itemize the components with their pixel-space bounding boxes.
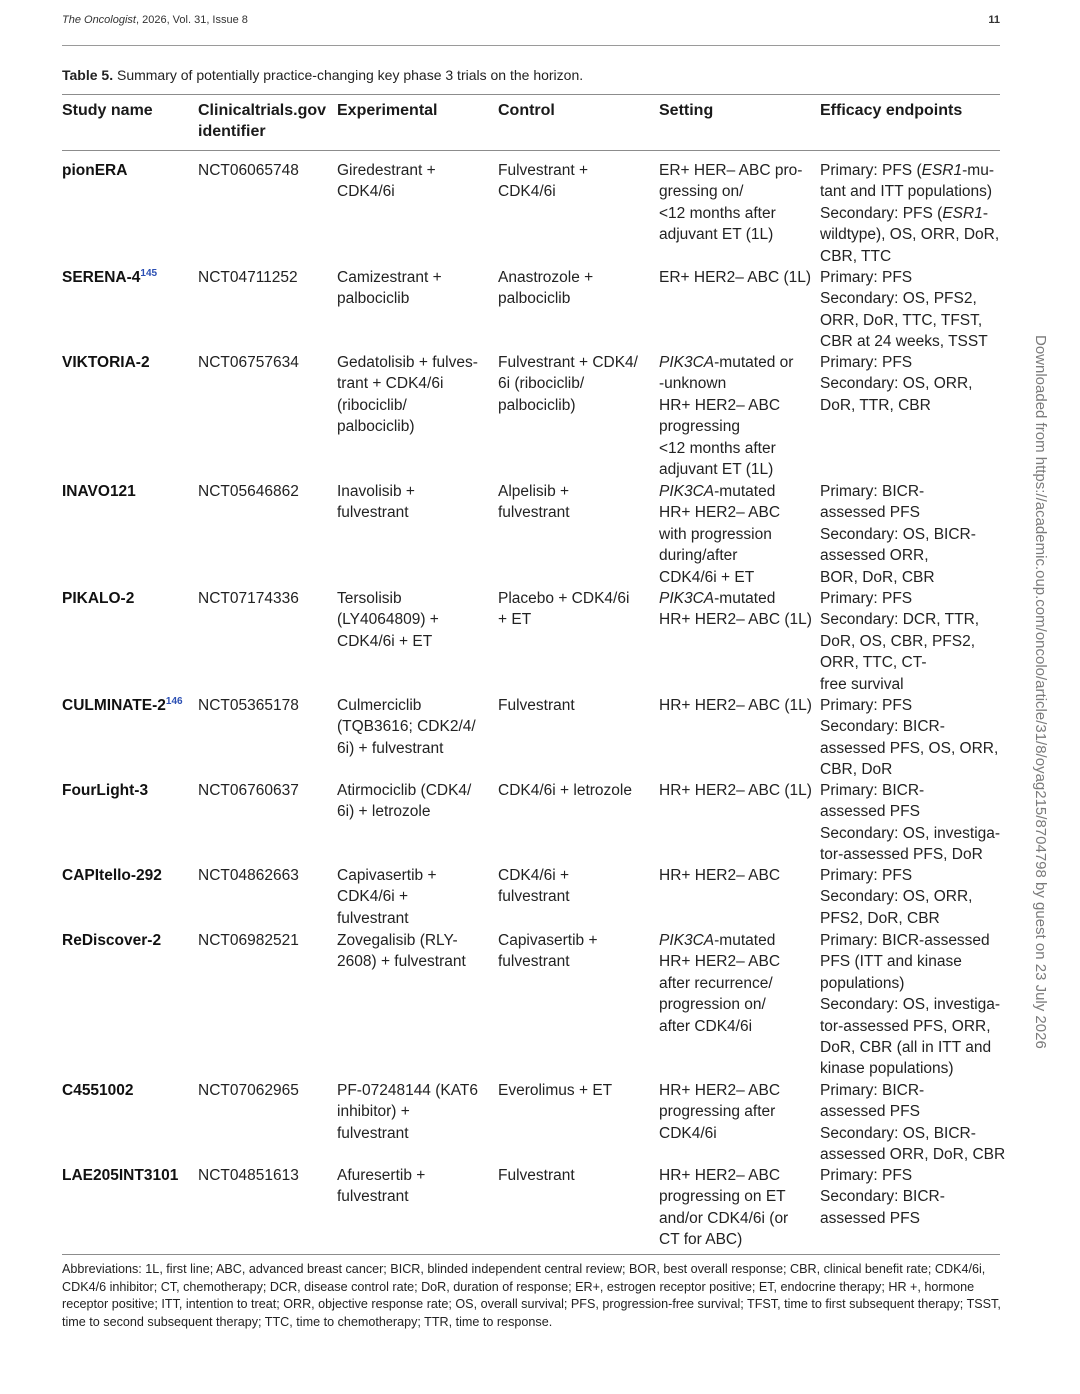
efficacy-line: Primary: PFS (ESR1-mu- bbox=[820, 162, 994, 179]
control-arm bbox=[498, 695, 575, 716]
setting-line: -unknown bbox=[659, 375, 727, 393]
trial-identifier: NCT04711252 bbox=[198, 269, 298, 286]
efficacy-endpoints bbox=[820, 352, 972, 416]
study-name bbox=[62, 695, 183, 716]
trial-identifier: NCT07062965 bbox=[198, 1082, 299, 1099]
experimental-line: Capivasertib + bbox=[337, 867, 437, 884]
control-line: Placebo + CDK4/6i bbox=[498, 590, 630, 607]
study-name-text: INAVO121 bbox=[62, 483, 136, 500]
experimental-line: CDK4/6i bbox=[337, 183, 395, 201]
efficacy-line: kinase populations) bbox=[820, 1060, 954, 1078]
experimental-line: Camizestrant + bbox=[337, 269, 442, 286]
experimental-line: trant + CDK4/6i bbox=[337, 375, 444, 393]
control-arm bbox=[498, 865, 570, 908]
trial-identifier: NCT06065748 bbox=[198, 162, 299, 179]
table-caption bbox=[62, 67, 1000, 83]
control-line: Capivasertib + bbox=[498, 932, 598, 949]
efficacy-line: assessed ORR, DoR, CBR bbox=[820, 1146, 1006, 1164]
efficacy-line: Secondary: OS, PFS2, bbox=[820, 290, 977, 308]
efficacy-endpoints bbox=[820, 780, 1000, 866]
experimental-line: (LY4064809) + bbox=[337, 611, 439, 629]
setting-line: progressing on ET bbox=[659, 1188, 786, 1206]
efficacy-line: Secondary: OS, BICR- bbox=[820, 525, 976, 543]
control-line: fulvestrant bbox=[498, 888, 570, 906]
table-label: Table 5. bbox=[62, 67, 114, 83]
efficacy-endpoints bbox=[820, 588, 979, 695]
efficacy-endpoints bbox=[820, 695, 998, 781]
control-arm bbox=[498, 780, 632, 801]
experimental-line: fulvestrant bbox=[337, 1124, 409, 1142]
trial-identifier: NCT06760637 bbox=[198, 782, 299, 799]
efficacy-line: populations) bbox=[820, 974, 905, 992]
setting-line: and/or CDK4/6i (or bbox=[659, 1209, 789, 1227]
efficacy-line: CBR, DoR bbox=[820, 761, 893, 779]
header-control: Control bbox=[498, 102, 555, 119]
efficacy-line: wildtype), OS, ORR, DoR, bbox=[820, 226, 1000, 244]
setting-line: after CDK4/6i bbox=[659, 1017, 753, 1035]
efficacy-line: Primary: BICR- bbox=[820, 483, 925, 500]
trial-setting bbox=[659, 865, 780, 886]
control-line: palbociclib) bbox=[498, 396, 576, 414]
experimental-line: fulvestrant bbox=[337, 1188, 409, 1206]
efficacy-line: Primary: PFS bbox=[820, 269, 913, 286]
efficacy-endpoints bbox=[820, 930, 1000, 1080]
setting-line: HR+ HER2– ABC bbox=[659, 867, 781, 884]
header-efficacy: Efficacy endpoints bbox=[820, 102, 963, 119]
efficacy-line: PFS2, DoR, CBR bbox=[820, 909, 940, 927]
experimental-line: Inavolisib + bbox=[337, 483, 415, 500]
trial-setting bbox=[659, 1080, 780, 1144]
control-line: 6i (ribociclib/ bbox=[498, 375, 585, 393]
trial-setting bbox=[659, 695, 812, 716]
efficacy-line: Primary: PFS bbox=[820, 1167, 913, 1184]
experimental-line: 2608) + fulvestrant bbox=[337, 953, 466, 971]
setting-line: CDK4/6i + ET bbox=[659, 568, 755, 586]
experimental-arm bbox=[337, 780, 471, 823]
volume-info: , 2026, Vol. 31, Issue 8 bbox=[135, 14, 248, 26]
trial-identifier: NCT04862663 bbox=[198, 867, 299, 884]
header-identifier-line2: identifier bbox=[198, 123, 266, 140]
control-line: Fulvestrant + bbox=[498, 162, 589, 179]
running-head bbox=[62, 14, 1000, 32]
experimental-line: Gedatolisib + fulves- bbox=[337, 354, 478, 371]
study-name-text: pionERA bbox=[62, 162, 128, 179]
trial-identifier: NCT05646862 bbox=[198, 483, 299, 500]
efficacy-line: free survival bbox=[820, 675, 904, 693]
table-footnote: Abbreviations: 1L, first line; ABC, advanced breast cancer; BICR, blinded independent central review; BOR, best overall response; CBR, clinical benefit rate; CDK4/6i, CDK4/6 inhibitor; CT, chemotherapy; DCR, disease control rate; DoR, duration of response; ER+, estrogen receptor positive; ET, endocrine therapy; HR +, hormone receptor positive; ITT, intention to treat; ORR, objective response rate; OS, overall survival; PFS, progression-free survival; TFST, time to first subsequent therapy; TSST, time to second subsequent therapy; TTC, time to chemotherapy; TTR, time to response. bbox=[62, 1262, 1001, 1329]
control-arm bbox=[498, 930, 598, 973]
experimental-line: (TQB3616; CDK2/4/ bbox=[337, 718, 476, 736]
setting-line: progressing bbox=[659, 418, 740, 436]
gene-name: ESR1 bbox=[942, 204, 983, 222]
trial-setting bbox=[659, 481, 780, 588]
experimental-line: fulvestrant bbox=[337, 909, 409, 927]
table-top-rule bbox=[62, 94, 1000, 95]
setting-line: CT for ABC) bbox=[659, 1231, 743, 1249]
study-name bbox=[62, 1165, 178, 1186]
trial-identifier: NCT04851613 bbox=[198, 1167, 299, 1184]
efficacy-line: DoR, OS, CBR, PFS2, bbox=[820, 632, 976, 650]
study-name-text: SERENA-4 bbox=[62, 269, 141, 286]
efficacy-line: ORR, TTC, CT- bbox=[820, 654, 927, 672]
control-arm bbox=[498, 267, 593, 310]
gene-name: PIK3CA bbox=[659, 483, 715, 500]
efficacy-line: Primary: PFS bbox=[820, 867, 913, 884]
trial-identifier: NCT07174336 bbox=[198, 590, 299, 607]
efficacy-line: Primary: BICR-assessed bbox=[820, 932, 990, 949]
experimental-line: palbociclib bbox=[337, 290, 410, 308]
efficacy-line: Primary: PFS bbox=[820, 697, 913, 714]
header-experimental: Experimental bbox=[337, 102, 438, 119]
header-divider bbox=[62, 45, 1000, 46]
control-line: fulvestrant bbox=[498, 953, 570, 971]
efficacy-line: CBR, TTC bbox=[820, 247, 892, 265]
header-identifier-line1: Clinicaltrials.gov bbox=[198, 102, 327, 119]
control-line: Alpelisib + bbox=[498, 483, 570, 500]
journal-name: The Oncologist bbox=[62, 14, 136, 26]
control-line: CDK4/6i + bbox=[498, 867, 570, 884]
control-line: Fulvestrant bbox=[498, 1167, 575, 1184]
trial-setting bbox=[659, 352, 793, 480]
efficacy-line: Secondary: OS, ORR, bbox=[820, 888, 973, 906]
efficacy-line: Primary: PFS bbox=[820, 354, 913, 371]
experimental-arm bbox=[337, 865, 437, 929]
control-line: Anastrozole + bbox=[498, 269, 594, 286]
experimental-line: fulvestrant bbox=[337, 504, 409, 522]
study-name bbox=[62, 160, 127, 181]
study-name-text: VIKTORIA-2 bbox=[62, 354, 150, 371]
trial-setting bbox=[659, 1165, 788, 1251]
setting-line: PIK3CA-mutated or bbox=[659, 354, 794, 371]
control-arm bbox=[498, 160, 588, 203]
trial-setting bbox=[659, 160, 802, 246]
setting-line: progressing after bbox=[659, 1103, 776, 1121]
gene-name: PIK3CA bbox=[659, 590, 715, 607]
gene-name: ESR1 bbox=[921, 162, 963, 179]
efficacy-line: DoR, TTR, CBR bbox=[820, 396, 931, 414]
study-name-text: CAPItello-292 bbox=[62, 867, 162, 884]
setting-line: HR+ HER2– ABC bbox=[659, 1167, 781, 1184]
setting-line: HR+ HER2– ABC bbox=[659, 1082, 781, 1099]
efficacy-endpoints bbox=[820, 267, 988, 353]
experimental-line: Afuresertib + bbox=[337, 1167, 426, 1184]
experimental-line: (ribociclib/ bbox=[337, 396, 407, 414]
setting-line: adjuvant ET (1L) bbox=[659, 226, 774, 244]
control-arm bbox=[498, 352, 638, 416]
study-name-text: ReDiscover-2 bbox=[62, 932, 162, 949]
setting-line: during/after bbox=[659, 547, 738, 565]
control-line: CDK4/6i + letrozole bbox=[498, 782, 632, 799]
control-line: palbociclib bbox=[498, 290, 571, 308]
experimental-line: Tersolisib bbox=[337, 590, 402, 607]
efficacy-line: Secondary: DCR, TTR, bbox=[820, 611, 980, 629]
gene-name: PIK3CA bbox=[659, 354, 715, 371]
control-line: Fulvestrant bbox=[498, 697, 575, 714]
study-name bbox=[62, 1080, 134, 1101]
journal-reference bbox=[62, 14, 248, 26]
experimental-arm bbox=[337, 160, 436, 203]
efficacy-endpoints bbox=[820, 865, 972, 929]
setting-line: adjuvant ET (1L) bbox=[659, 461, 774, 479]
study-name bbox=[62, 780, 148, 801]
experimental-line: CDK4/6i + bbox=[337, 888, 409, 906]
watermark-text: Downloaded from https://academic.oup.com/oncolo/article/31/8/oyag215/8704798 by guest on 23 July 2026 bbox=[1032, 335, 1049, 1049]
efficacy-line: Primary: BICR- bbox=[820, 782, 925, 799]
efficacy-line: Primary: PFS bbox=[820, 590, 913, 607]
setting-line: with progression bbox=[659, 525, 772, 543]
efficacy-line: tor-assessed PFS, DoR bbox=[820, 846, 983, 864]
efficacy-endpoints bbox=[820, 160, 999, 267]
control-arm bbox=[498, 588, 629, 631]
study-name bbox=[62, 352, 150, 373]
trial-setting bbox=[659, 930, 780, 1037]
setting-line: HR+ HER2– ABC (1L) bbox=[659, 611, 812, 629]
study-name bbox=[62, 930, 161, 951]
experimental-line: inhibitor) + bbox=[337, 1103, 410, 1121]
control-line: CDK4/6i bbox=[498, 183, 556, 201]
trial-identifier: NCT06982521 bbox=[198, 932, 299, 949]
study-name bbox=[62, 588, 134, 609]
efficacy-line: tor-assessed PFS, ORR, bbox=[820, 1017, 991, 1035]
trial-identifier: NCT06757634 bbox=[198, 354, 299, 371]
experimental-line: CDK4/6i + ET bbox=[337, 632, 433, 650]
experimental-line: Atirmociclib (CDK4/ bbox=[337, 782, 472, 799]
setting-line: CDK4/6i bbox=[659, 1124, 717, 1142]
efficacy-line: Secondary: PFS (ESR1- bbox=[820, 204, 988, 222]
study-name bbox=[62, 865, 162, 886]
efficacy-line: PFS (ITT and kinase bbox=[820, 953, 962, 971]
study-name-text: C4551002 bbox=[62, 1082, 134, 1099]
reference-link[interactable]: 145 bbox=[140, 268, 158, 279]
efficacy-line: Primary: BICR- bbox=[820, 1082, 925, 1099]
experimental-line: Culmerciclib bbox=[337, 697, 422, 714]
experimental-arm bbox=[337, 352, 478, 438]
study-name bbox=[62, 267, 157, 288]
efficacy-line: Secondary: OS, ORR, bbox=[820, 375, 973, 393]
setting-line: ER+ HER2– ABC (1L) bbox=[659, 269, 812, 286]
efficacy-line: Secondary: OS, investiga- bbox=[820, 824, 1001, 842]
trial-identifier: NCT05365178 bbox=[198, 697, 299, 714]
experimental-line: palbociclib) bbox=[337, 418, 415, 436]
trial-setting bbox=[659, 588, 812, 631]
setting-line: ER+ HER– ABC pro- bbox=[659, 162, 803, 179]
setting-line: <12 months after bbox=[659, 204, 776, 222]
efficacy-line: tant and ITT populations) bbox=[820, 183, 993, 201]
efficacy-endpoints bbox=[820, 1165, 945, 1229]
control-line: Fulvestrant + CDK4/ bbox=[498, 354, 638, 371]
experimental-line: 6i) + letrozole bbox=[337, 803, 431, 821]
efficacy-endpoints bbox=[820, 481, 976, 588]
table-header-rule bbox=[62, 150, 1000, 151]
study-name bbox=[62, 481, 136, 502]
efficacy-line: assessed PFS bbox=[820, 1103, 920, 1121]
efficacy-line: BOR, DoR, CBR bbox=[820, 568, 935, 586]
control-arm bbox=[498, 1080, 612, 1101]
experimental-arm bbox=[337, 695, 476, 759]
page-number: 11 bbox=[988, 14, 1000, 26]
experimental-line: 6i) + fulvestrant bbox=[337, 739, 444, 757]
control-line: + ET bbox=[498, 611, 532, 629]
setting-line: PIK3CA-mutated bbox=[659, 932, 776, 949]
header-study-name: Study name bbox=[62, 102, 153, 119]
setting-line: gressing on/ bbox=[659, 183, 744, 201]
setting-line: HR+ HER2– ABC bbox=[659, 504, 781, 522]
efficacy-line: assessed PFS bbox=[820, 803, 920, 821]
table-bottom-rule bbox=[62, 1254, 1000, 1255]
experimental-arm bbox=[337, 1080, 478, 1144]
efficacy-line: ORR, DoR, TTC, TFST, bbox=[820, 311, 983, 329]
setting-line: HR+ HER2– ABC (1L) bbox=[659, 782, 812, 799]
reference-link[interactable]: 146 bbox=[165, 696, 183, 707]
experimental-arm bbox=[337, 1165, 425, 1208]
experimental-arm bbox=[337, 481, 415, 524]
experimental-line: PF-07248144 (KAT6 bbox=[337, 1082, 479, 1099]
study-name-text: PIKALO-2 bbox=[62, 590, 135, 607]
setting-line: progression on/ bbox=[659, 996, 766, 1014]
efficacy-endpoints bbox=[820, 1080, 1005, 1166]
experimental-line: Giredestrant + bbox=[337, 162, 436, 179]
efficacy-line: DoR, CBR (all in ITT and bbox=[820, 1039, 992, 1057]
efficacy-line: assessed PFS bbox=[820, 504, 920, 522]
study-name-text: FourLight-3 bbox=[62, 782, 149, 799]
header-setting: Setting bbox=[659, 102, 714, 119]
trial-setting bbox=[659, 267, 811, 288]
efficacy-line: Secondary: BICR- bbox=[820, 1188, 945, 1206]
trial-setting bbox=[659, 780, 812, 801]
setting-line: after recurrence/ bbox=[659, 974, 773, 992]
control-line: fulvestrant bbox=[498, 504, 570, 522]
control-arm bbox=[498, 481, 570, 524]
setting-line: PIK3CA-mutated bbox=[659, 590, 776, 607]
table-caption-text: Summary of potentially practice-changing key phase 3 trials on the horizon. bbox=[116, 67, 584, 83]
control-arm bbox=[498, 1165, 575, 1186]
efficacy-line: assessed PFS bbox=[820, 1209, 920, 1227]
setting-line: <12 months after bbox=[659, 439, 776, 457]
gene-name: PIK3CA bbox=[659, 932, 715, 949]
experimental-line: Zovegalisib (RLY- bbox=[337, 932, 458, 949]
header-identifier bbox=[198, 100, 326, 142]
setting-line: PIK3CA-mutated bbox=[659, 483, 776, 500]
efficacy-line: CBR at 24 weeks, TSST bbox=[820, 333, 988, 351]
efficacy-line: Secondary: OS, BICR- bbox=[820, 1124, 976, 1142]
experimental-arm bbox=[337, 588, 439, 652]
efficacy-line: assessed ORR, bbox=[820, 547, 929, 565]
efficacy-line: Secondary: BICR- bbox=[820, 718, 945, 736]
efficacy-line: Secondary: OS, investiga- bbox=[820, 996, 1001, 1014]
setting-line: HR+ HER2– ABC (1L) bbox=[659, 697, 812, 714]
experimental-arm bbox=[337, 930, 466, 973]
setting-line: HR+ HER2– ABC bbox=[659, 953, 781, 971]
download-watermark bbox=[1032, 335, 1052, 1055]
efficacy-line: assessed PFS, OS, ORR, bbox=[820, 739, 999, 757]
experimental-arm bbox=[337, 267, 442, 310]
study-name-text: CULMINATE-2 bbox=[62, 697, 166, 714]
control-line: Everolimus + ET bbox=[498, 1082, 613, 1099]
study-name-text: LAE205INT3101 bbox=[62, 1167, 179, 1184]
setting-line: HR+ HER2– ABC bbox=[659, 396, 781, 414]
